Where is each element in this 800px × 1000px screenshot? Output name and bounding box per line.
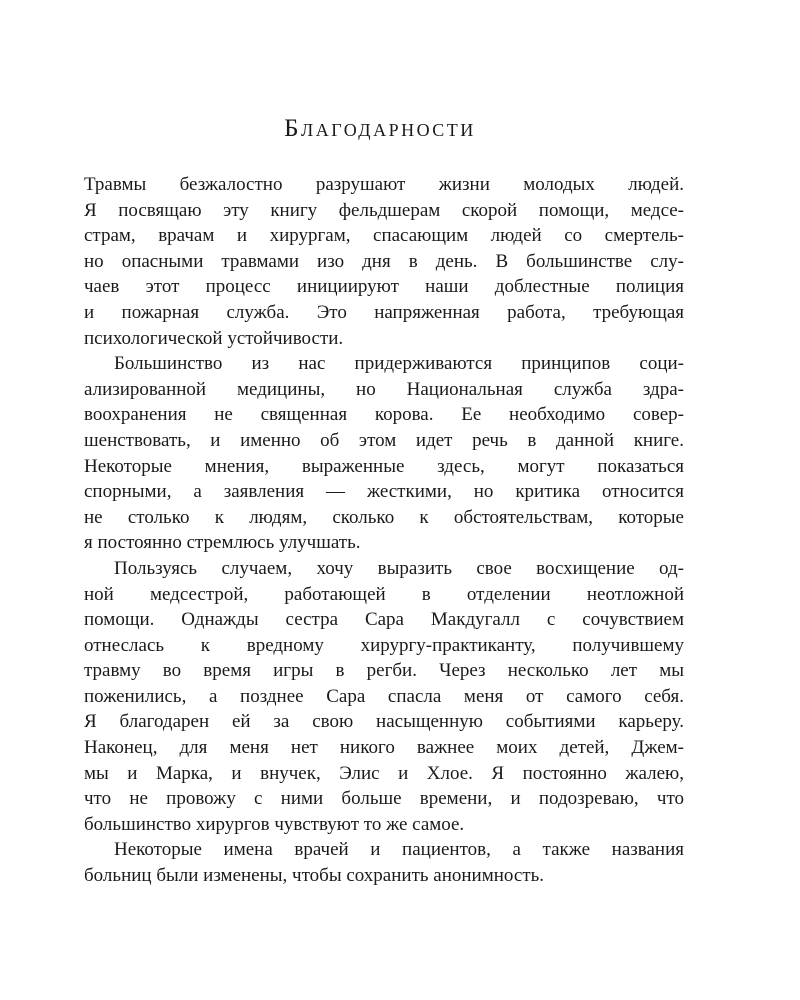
text-line: психологической устойчивости. xyxy=(84,327,344,349)
text-line: Некоторые мнения, выраженные здесь, могут показаться xyxy=(84,455,684,477)
acknowledgements-text xyxy=(84,172,684,889)
text-line: страм, врачам и хирургам, спасающим людей со смертель- xyxy=(84,225,684,247)
text-line: спорными, а заявления — жесткими, но критика относится xyxy=(84,481,684,503)
text-line: Пользуясь случаем, хочу выразить свое восхищение од- xyxy=(114,557,684,579)
text-line: большинство хирургов чувствуют то же самое. xyxy=(84,813,465,835)
text-line: ной медсестрой, работающей в отделении неотложной xyxy=(84,583,684,605)
text-line: Большинство из нас придерживаются принципов соци- xyxy=(114,353,684,375)
text-line: Я благодарен ей за свою насыщенную событиями карьеру. xyxy=(84,711,684,733)
text-line: Наконец, для меня нет никого важнее моих детей, Джем- xyxy=(84,737,684,759)
text-line: травму во время игры в регби. Через несколько лет мы xyxy=(84,660,684,682)
text-line: Травмы безжалостно разрушают жизни молодых людей. xyxy=(84,174,684,195)
text-line: отнеслась к вредному хирургу-практиканту, получившему xyxy=(84,634,684,656)
text-line: шенствовать, и именно об этом идет речь в данной книге. xyxy=(84,429,684,451)
text-line: но опасными травмами изо дня в день. В большинстве слу- xyxy=(84,250,684,272)
text-line: мы и Марка, и внучек, Элис и Хлое. Я постоянно жалею, xyxy=(84,762,684,784)
text-line: и пожарная служба. Это напряженная работа, требующая xyxy=(84,301,684,323)
text-line: Я посвящаю эту книгу фельдшерам скорой помощи, медсе- xyxy=(84,199,684,221)
page-title: Благодарности xyxy=(284,115,476,142)
text-line: помощи. Однажды сестра Сара Макдугалл с сочувствием xyxy=(84,609,684,631)
text-line: не столько к людям, сколько к обстоятельствам, которые xyxy=(84,506,684,528)
text-line: больниц были изменены, чтобы сохранить анонимность. xyxy=(84,865,545,887)
text-line: ализированной медицины, но Национальная служба здра- xyxy=(84,378,684,400)
text-line: что не провожу с ними больше времени, и подозреваю, что xyxy=(84,788,684,810)
text-line: чаев этот процесс инициируют наши доблестные полиция xyxy=(84,276,684,298)
text-line: Некоторые имена врачей и пациентов, а также названия xyxy=(114,839,684,861)
text-line: воохранения не священная корова. Ее необходимо совер- xyxy=(84,404,684,426)
text-line: поженились, а позднее Сара спасла меня от самого себя. xyxy=(84,685,684,707)
text-line: я постоянно стремлюсь улучшать. xyxy=(84,532,361,554)
